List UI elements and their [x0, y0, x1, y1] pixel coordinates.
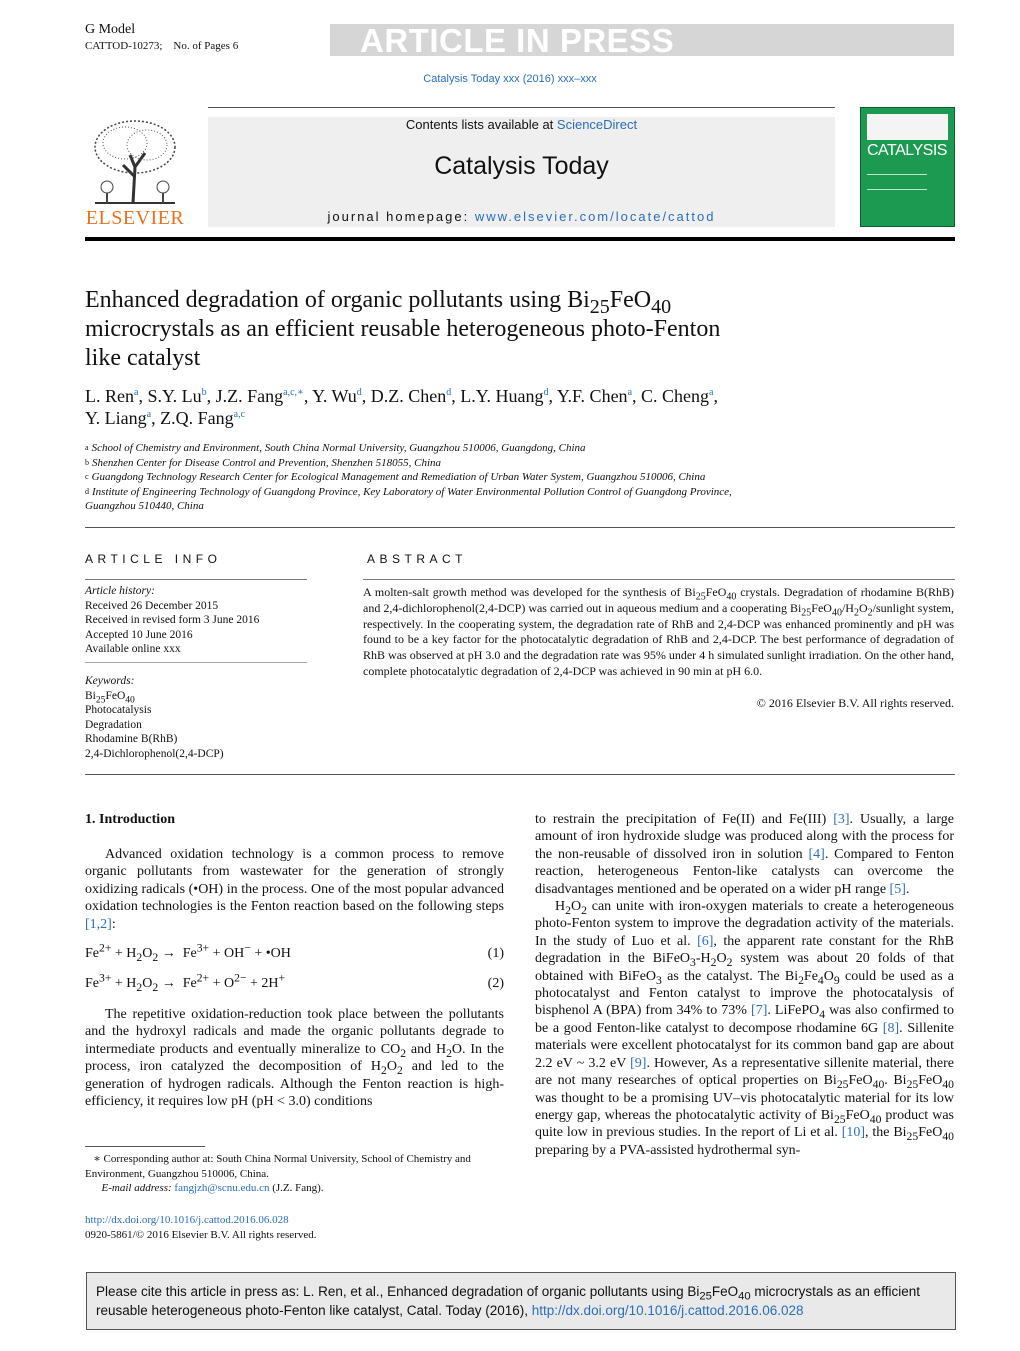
- masthead-top-rule: [208, 107, 835, 108]
- author[interactable]: J.Z. Fang$^{a,c,∗}$: [215, 386, 304, 406]
- article-info-heading: ARTICLE INFO: [85, 552, 222, 566]
- cover-header: [867, 114, 948, 140]
- email-suffix: (J.Z. Fang).: [269, 1182, 324, 1194]
- intro-right-column: [535, 811, 954, 1159]
- citation-text: Please cite this article in press as: L. Ren, et al., Enhanced degradation of organic pollutants using $Bi_{25}FeO_{40}$ microcrystals as an efficient reusable heterogeneous photo-Fenton like catalyst, Catal. Today (2016), http://dx.doi.org/10.1016/j.cattod.2016.06.028: [96, 1284, 920, 1318]
- cover-lines: [867, 174, 927, 190]
- keyword-item: Degradation: [85, 718, 142, 731]
- masthead-bottom-rule: [85, 237, 955, 241]
- issn-line: 0920-5861/© 2016 Elsevier B.V. All rights reserved.: [85, 1228, 317, 1241]
- citation-doi-link[interactable]: http://dx.doi.org/10.1016/j.cattod.2016.06.028: [531, 1303, 804, 1318]
- keyword-item: $Bi_{25}FeO_{40}$: [85, 689, 135, 705]
- author-affiliation-marker[interactable]: a,c: [233, 409, 246, 420]
- keywords-rule: [85, 662, 307, 663]
- keyword-item: 2,4-Dichlorophenol(2,4-DCP): [85, 747, 224, 760]
- intro-paragraph-1: Advanced oxidation technology is a common process to remove organic pollutants from wastewater for the generation of strongly oxidizing radicals (•OH) in the process. One of the most popular advanced oxidation technologies is the Fenton reaction based on the following steps [1,2]:: [85, 847, 504, 932]
- affiliation-line: $^a$ School of Chemistry and Environment, South China Normal University, Guangzhou 510006, Guangdong, China: [85, 442, 586, 454]
- title-part: FeO: [609, 287, 652, 313]
- keywords-label: Keywords:: [85, 675, 135, 687]
- title-part: Enhanced degradation of organic pollutants using Bi: [85, 287, 590, 313]
- affiliation-line: Guangzhou 510440, China: [85, 500, 204, 512]
- affiliations: [85, 441, 945, 514]
- corresponding-author-footnote: [85, 1152, 505, 1196]
- journal-reference-link[interactable]: Catalysis Today xxx (2016) xxx–xxx: [423, 73, 597, 85]
- author-affiliation-marker[interactable]: a: [627, 387, 633, 398]
- article-code: CATTOD-10273;: [85, 40, 163, 52]
- ref-3-link[interactable]: [3]: [833, 812, 850, 827]
- elsevier-wordmark[interactable]: ELSEVIER: [85, 207, 185, 229]
- author-affiliation-marker[interactable]: d: [356, 387, 362, 398]
- author[interactable]: D.Z. Chen$^d$: [370, 386, 452, 406]
- abstract-rule: [363, 579, 955, 580]
- journal-name: Catalysis Today: [434, 152, 609, 180]
- history-item: Received in revised form 3 June 2016: [85, 614, 260, 626]
- abstract-text: A molten-salt growth method was developed for the synthesis of $Bi_{25}FeO_{40}$ crystals. Degradation of rhodamine B(RhB) and 2,4-dichlorophenol(2,4-DCP) was carried out in aqueous medium and a cooperating $Bi_{25}FeO_{40}/H_2O_2$/sunlight system, respectively. In the cooperating system, the degradation rate of RhB and 2,4-DCP was enhanced prominently and pH was found to be a key factor for the photocatalytic degradation of RhB and 2,4-DCP. The best performance of degradation of RhB was observed at pH 3.0 and the degradation rate was 95% under 4 h simulated sunlight irradiation. On the other hand, complete photocatalytic degradation of 2,4-DCP was achieved in 90 min at pH 6.0.: [363, 585, 955, 678]
- doi-link[interactable]: http://dx.doi.org/10.1016/j.cattod.2016.06.028: [85, 1214, 289, 1226]
- author[interactable]: L.Y. Huang$^d$: [460, 386, 549, 406]
- author[interactable]: C. Cheng$^a$: [641, 386, 714, 406]
- email-label: E-mail address:: [101, 1182, 175, 1194]
- banner-text: ARTICLE IN PRESS: [360, 22, 675, 59]
- author-affiliation-marker[interactable]: a: [709, 387, 714, 398]
- equation-number: (2): [487, 976, 504, 991]
- history-item: Accepted 10 June 2016: [85, 628, 193, 641]
- author-affiliation-marker[interactable]: a: [146, 409, 152, 420]
- g-model: G Model: [85, 22, 136, 37]
- keywords: [85, 674, 224, 761]
- ref-7-link[interactable]: [7]: [751, 1003, 768, 1019]
- history-item: Received 26 December 2015: [85, 599, 219, 612]
- section-heading-introduction: 1. Introduction: [85, 812, 175, 827]
- ref-10-link[interactable]: [10]: [841, 1125, 866, 1141]
- title-sub: 25: [589, 295, 610, 318]
- author-affiliation-marker[interactable]: a,c,∗: [283, 387, 304, 398]
- affiliation-line: $^b$ Shenzhen Center for Disease Control and Prevention, Shenzhen 518055, China: [85, 456, 442, 469]
- ref-8-link[interactable]: [8]: [882, 1020, 900, 1036]
- elsevier-tree-icon: [85, 117, 185, 207]
- affiliation-line: $^c$ Guangdong Technology Research Center for Ecological Management and Remediation of Urban Water System, Guangzhou 510006, China: [85, 471, 706, 483]
- history-item: Available online xxx: [85, 643, 181, 655]
- contents-line: [208, 117, 835, 132]
- ref-4-link[interactable]: [4]: [808, 846, 825, 862]
- email-link[interactable]: fangjzh@scnu.edu.cn: [174, 1182, 270, 1194]
- title-part: microcrystals as an efficient reusable heterogeneous photo-Fenton: [85, 316, 721, 342]
- sciencedirect-link[interactable]: ScienceDirect: [556, 117, 638, 132]
- keyword-item: Rhodamine B(RhB): [85, 733, 178, 745]
- page-count: No. of Pages 6: [173, 40, 239, 52]
- cover-title: CATALYSIS: [867, 142, 947, 159]
- intro-paragraph-2: The repetitive oxidation-reduction took place between the pollutants and the hydroxyl radicals and made the organic pollutants degrade to intermediate products and eventually mineralize to $CO_2$ and $H_2O$. In the process, iron catalyzed the decomposition of $H_2O_2$ and led to the generation of hydrogen radicals. Although the Fenton reaction is high-efficiency, it requires low pH (pH < 3.0) conditions: [85, 1007, 505, 1110]
- author[interactable]: S.Y. Lu$^b$: [147, 386, 207, 406]
- article-in-press-banner: [330, 22, 954, 59]
- abstract-bottom-rule: [85, 774, 955, 775]
- author[interactable]: Y. Wu$^d$: [312, 386, 362, 406]
- author-list: L. Ren$^a$, S.Y. Lu$^b$, J.Z. Fang$^{a,c,∗}$, Y. Wu$^d$, D.Z. Chen$^d$, L.Y. Huang$^d$, Y.F. Chen$^a$, C. Cheng$^a$, Y. Liang$^a$, Z.Q. Fang$^{a,c}$: [85, 386, 718, 428]
- author[interactable]: Y.F. Chen$^a$: [556, 386, 633, 406]
- equation-number: (1): [487, 946, 504, 961]
- ref-5-link[interactable]: [5]: [889, 881, 906, 897]
- footnote-text: Corresponding author at: South China Normal University, School of Chemistry and Environment, Guangzhou 510006, China.: [85, 1153, 471, 1180]
- keyword-item: Photocatalysis: [85, 704, 152, 716]
- author[interactable]: Z.Q. Fang$^{a,c}$: [160, 408, 246, 428]
- article-info-rule: [85, 579, 307, 580]
- author[interactable]: Y. Liang$^a$: [85, 408, 152, 428]
- contents-prefix: Contents lists available at: [405, 117, 557, 132]
- affiliation-rule: [85, 527, 955, 528]
- ref-1-2-link[interactable]: [1,2]: [85, 916, 112, 932]
- abstract-copyright: © 2016 Elsevier B.V. All rights reserved.: [756, 696, 954, 710]
- equation-1: $Fe^{2+} + H_2O_2 \to Fe^{3+} + OH^-$ + •OH (1): [85, 941, 504, 964]
- author-affiliation-marker[interactable]: a: [134, 387, 139, 398]
- author-affiliation-marker[interactable]: b: [201, 387, 207, 398]
- doi-block: [85, 1213, 317, 1242]
- g-model-label: [85, 22, 238, 54]
- affiliation-line: $^d$ Institute of Engineering Technology of Guangdong Province, Key Laboratory of Water Environmental Pollution Control of Guangdong Province,: [85, 485, 732, 498]
- ref-9-link[interactable]: [9]: [630, 1055, 647, 1071]
- author-affiliation-marker[interactable]: d: [543, 387, 549, 398]
- title-part: like catalyst: [85, 345, 201, 371]
- right-paragraph-1: to restrain the precipitation of Fe(II) and Fe(III) [3]. Usually, a large amount of iron hydroxide sludge was produced along with the process for the non-reusable of dissolved iron in solution [4]. Compared to Fenton reaction, heterogeneous Fenton-like catalysts can overcome the disadvantages mentioned and be operated on a wider pH range [5].: [535, 812, 954, 897]
- article-title: [85, 286, 845, 373]
- homepage-link[interactable]: www.elsevier.com/locate/cattod: [474, 209, 716, 224]
- article-code-line: [85, 38, 238, 54]
- right-paragraph-2: $H_2O_2$ can unite with iron-oxygen materials to create a heterogeneous photo-Fenton system to improve the degradation activity of the materials. In the study of Luo et al. [6], the apparent rate constant for the RhB degradation in the $BiFeO_3-H_2O_2$ system was about 20 folds of that obtained with BiFeO$_3$ as the catalyst. The $Bi_2Fe_4O_9$ could be used as a photocatalyst and Fenton catalyst to improve the photocatalysis of bisphenol A (BPA) from 34% to 73% [7]. LiFePO$_4$ was also confirmed to be a good Fenton-like catalyst to decompose rhodamine 6G [8]. Sillenite materials were excellent photocatalyst for its common band gap are about 2.2 eV ~ 3.2 eV [9]. However, As a representative sillenite material, there are not many researches of optical properties on $Bi_{25}FeO_{40}$. $Bi_{25}FeO_{40}$ was thought to be a promising UV–vis photocatalytic material for its low energy gap, whereas the photocatalytic activity of $Bi_{25}FeO_{40}$ product was quite low in previous studies. In the report of Li et al. [10], the $Bi_{25}FeO_{40}$ preparing by a PVA-assisted hydrothermal syn-: [535, 899, 955, 1158]
- abstract-heading: ABSTRACT: [367, 552, 468, 566]
- homepage-prefix: journal homepage:: [327, 209, 475, 224]
- article-history: [85, 584, 259, 657]
- footnote-rule: [85, 1146, 205, 1147]
- journal-cover-thumbnail[interactable]: [860, 107, 955, 227]
- title-sub: 40: [651, 295, 672, 318]
- equation-2: $Fe^{3+} + H_2O_2 \to Fe^{2+} + O^{2-} + 2H^+$ (2): [85, 971, 504, 994]
- author-affiliation-marker[interactable]: d: [446, 387, 452, 398]
- ref-6-link[interactable]: [6]: [697, 933, 714, 949]
- history-label: Article history:: [85, 585, 155, 597]
- journal-homepage: [208, 209, 835, 224]
- footnote-star: ∗: [93, 1153, 101, 1165]
- author[interactable]: L. Ren$^a$: [85, 386, 139, 406]
